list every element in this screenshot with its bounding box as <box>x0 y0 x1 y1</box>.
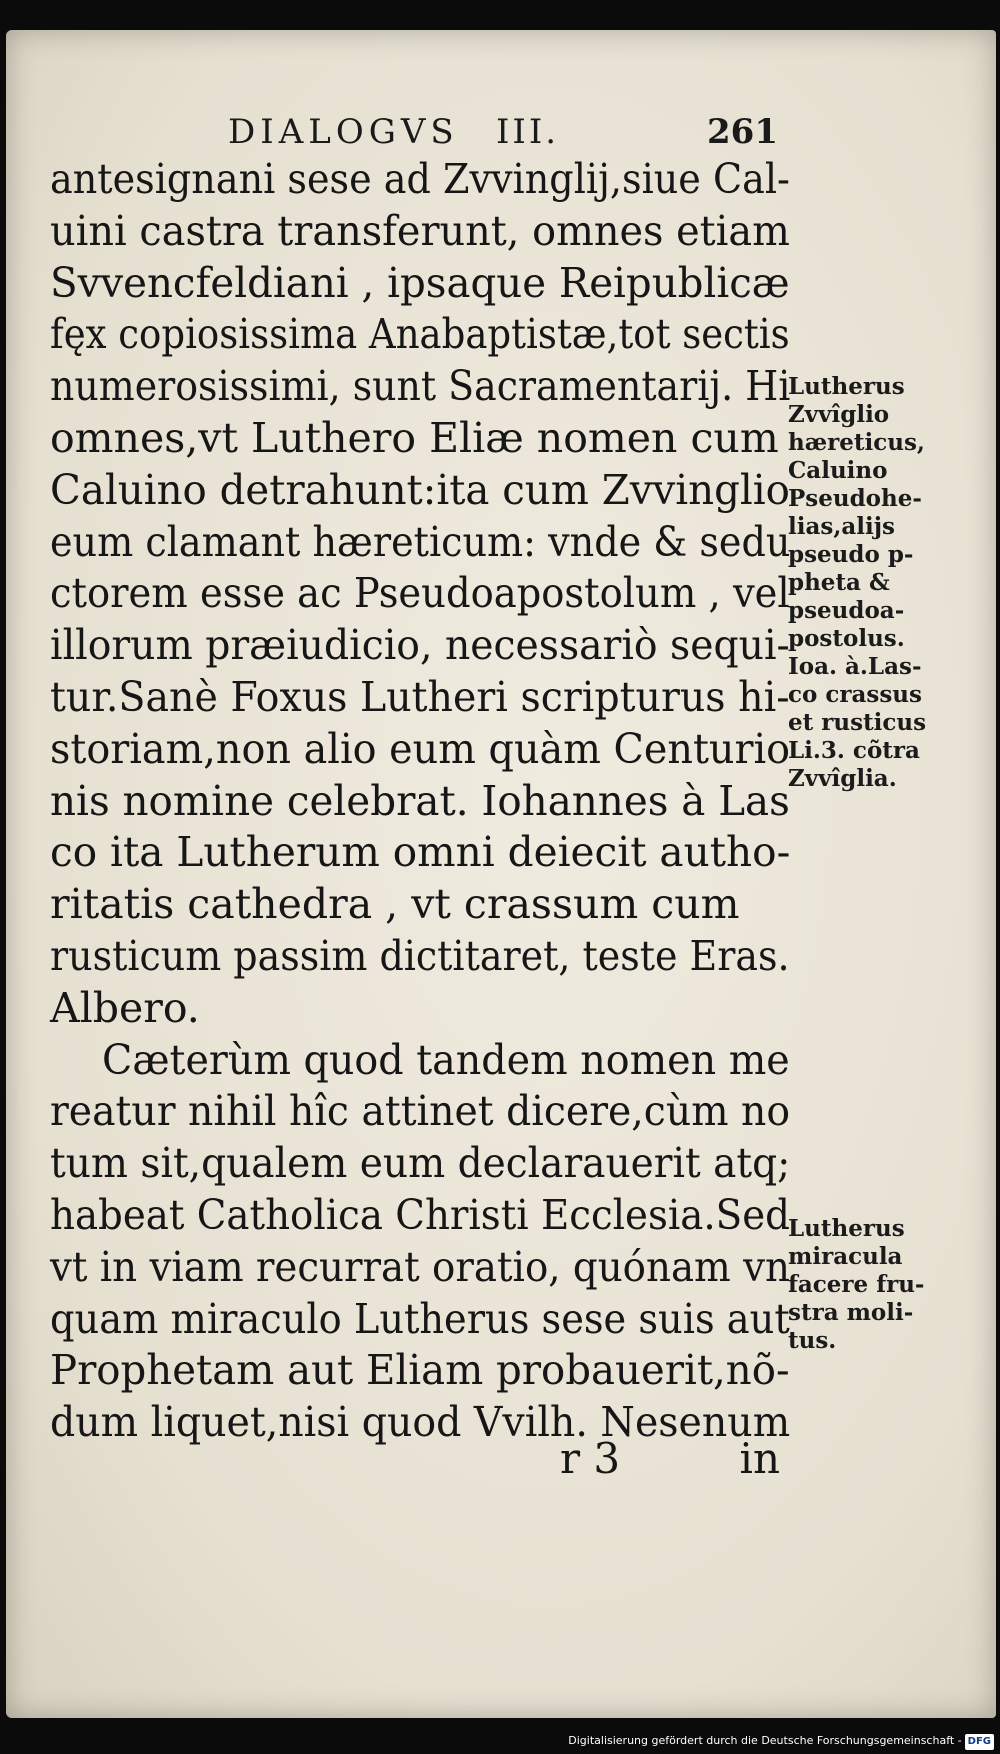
text-line: nis nomine celebrat. Iohannes à Las <box>50 776 790 825</box>
text-line: vt in viam recurrat oratio, quónam vn <box>50 1242 790 1291</box>
text-line: fęx copiosissima Anabaptistæ,tot sectis <box>50 310 790 359</box>
text-line: Albero. <box>50 983 200 1032</box>
marginal-note-line: Li.3. cõtra <box>788 737 920 764</box>
paragraph-start-line: Cæterùm quod tandem nomen me <box>102 1035 790 1084</box>
text-line: illorum præiudicio, necessariò sequi- <box>50 621 790 670</box>
marginal-note-line: Zvvîglio <box>788 401 890 428</box>
main-text-block <box>50 154 790 1449</box>
section-number: III. <box>496 112 560 152</box>
text-line: ritatis cathedra , vt crassum cum <box>50 880 740 929</box>
catchline <box>560 1434 800 1486</box>
text-line: omnes,vt Luthero Eliæ nomen cum <box>50 413 779 462</box>
marginal-note-line: Lutherus <box>788 373 905 400</box>
page-number: 261 <box>707 112 778 152</box>
text-line: tum sit,qualem eum declarauerit atq; <box>50 1139 791 1188</box>
marginal-note-line: stra moli- <box>788 1299 914 1326</box>
marginal-note-line: postolus. <box>788 625 905 652</box>
signature-mark: r 3 <box>560 1434 621 1483</box>
text-line: numerosissimi, sunt Sacramentarij. Hi <box>50 362 791 411</box>
marginal-note-line: hæreticus, <box>788 429 925 456</box>
text-line: ctorem esse ac Pseudoapostolum , vel <box>50 569 790 618</box>
text-line: quam miraculo Lutherus sese suis aut <box>50 1294 790 1343</box>
text-line: antesignani sese ad Zvvinglij,siue Cal- <box>50 155 790 203</box>
marginal-note-line: pseudo p- <box>788 541 914 568</box>
text-line: habeat Catholica Christi Ecclesia.Sed <box>50 1190 790 1239</box>
marginal-note-line: et rusticus <box>788 709 927 736</box>
marginal-note-line: Pseudohe- <box>788 485 922 512</box>
catchword: in <box>739 1434 780 1483</box>
marginal-note-line: pseudoa- <box>788 597 905 624</box>
digitization-credit <box>568 1733 994 1749</box>
text-line: co ita Lutherum omni deiecit autho- <box>50 828 791 877</box>
marginal-note-2 <box>788 1215 948 1355</box>
marginal-note-line: Lutherus <box>788 1215 905 1242</box>
text-line: tur.Sanè Foxus Lutheri scripturus hi- <box>50 672 790 721</box>
text-line: reatur nihil hîc attinet dicere,cùm no <box>50 1087 791 1136</box>
text-line: rusticum passim dictitaret, teste Eras. <box>50 931 790 980</box>
marginal-note-line: co crassus <box>788 681 922 708</box>
text-line: Caluino detrahunt:ita cum Zvvinglio <box>50 465 790 514</box>
marginal-note-line: Zvvîglia. <box>788 765 897 792</box>
credit-text: Digitalisierung gefördert durch die Deutsche Forschungsgemeinschaft - <box>568 1734 962 1747</box>
running-title: DIALOGVS <box>228 112 459 152</box>
text-line: dum liquet,nisi quod Vvilh. Nesenum <box>50 1398 791 1447</box>
marginal-note-line: pheta & <box>788 569 890 596</box>
marginal-note-line: lias,alijs <box>788 513 895 540</box>
text-line: uini castra transferunt, omnes etiam <box>50 206 790 255</box>
text-line: Prophetam aut Eliam probauerit,nõ- <box>50 1346 790 1395</box>
marginal-note-line: tus. <box>788 1327 837 1354</box>
text-line: storiam,non alio eum quàm Centurio <box>50 724 791 773</box>
dfg-logo: DFG <box>965 1734 994 1750</box>
marginal-note-1 <box>788 373 948 793</box>
marginal-note-line: Ioa. à.Las- <box>788 653 922 680</box>
text-line: eum clamant hæreticum: vnde & sedu <box>50 517 791 566</box>
marginal-note-line: miracula <box>788 1243 903 1270</box>
marginal-note-line: Caluino <box>788 457 888 484</box>
text-line: Svvencfeldiani , ipsaque Reipublicæ <box>50 258 790 307</box>
marginal-note-line: facere fru- <box>788 1271 925 1298</box>
